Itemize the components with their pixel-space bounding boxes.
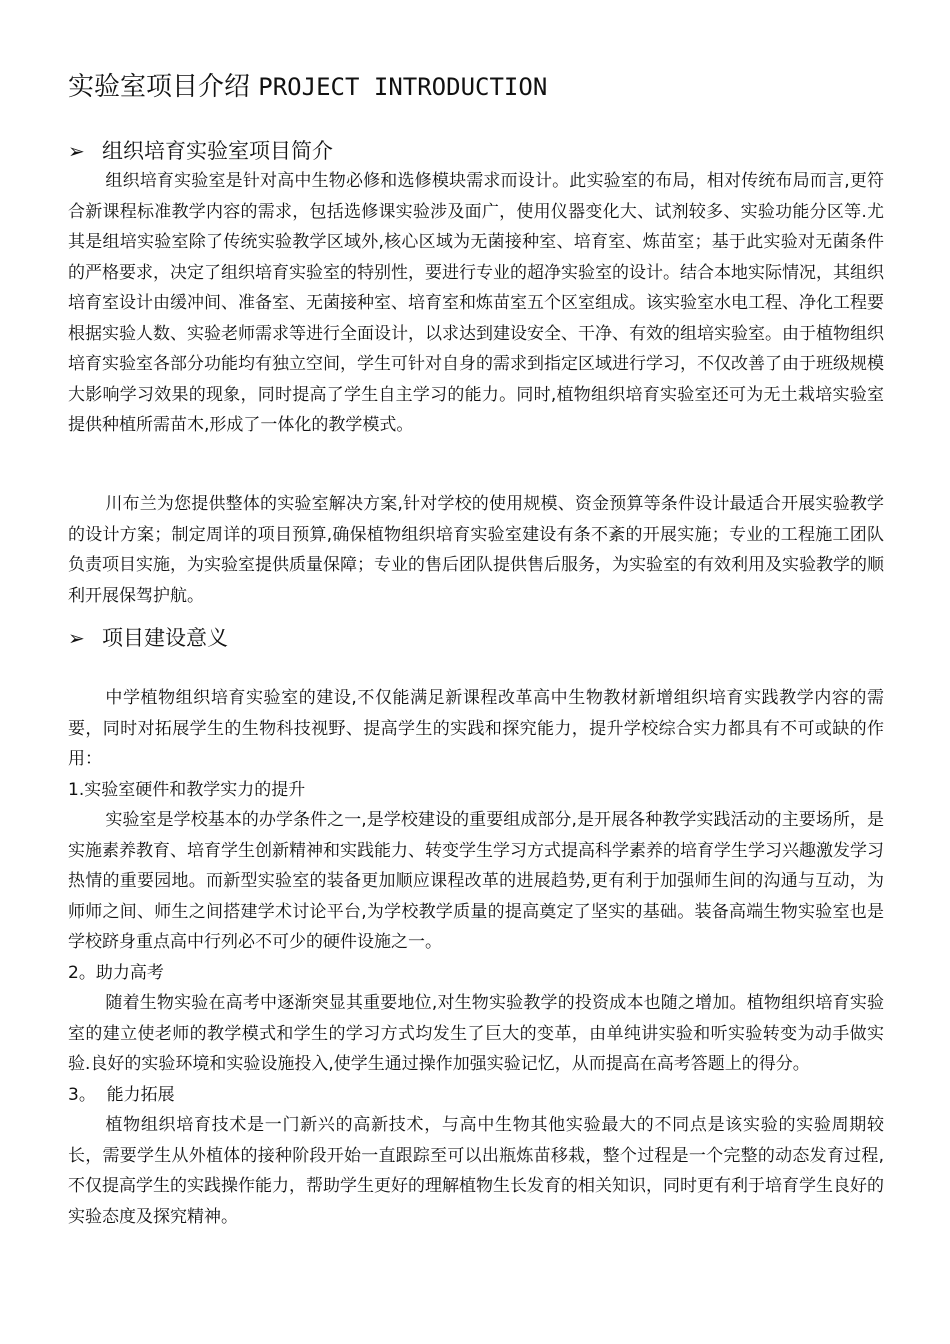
item-3-heading: 3。 能力拓展 bbox=[68, 1084, 175, 1105]
item-1-body: 实验室是学校基本的办学条件之一,是学校建设的重要组成部分,是开展各种教学实践活动的主要场所，是实施素养教育、培育学生创新精神和实践能力、转变学生学习方式提高科学素养的培育学生学习兴趣激发学习热情的重要园地。而新型实验室的装备更加顺应课程改革的进展趋势,更有利于加强师生间的沟通与互动，为师师之间、师生之间搭建学术讨论平台,为学校教学质量的提高奠定了坚实的基础。装备高端生物实验室也是学校跻身重点高中行列必不可少的硬件设施之一。 bbox=[68, 810, 884, 952]
item-1-heading: 1.实验室硬件和教学实力的提升 bbox=[68, 779, 306, 800]
item-3-body: 植物组织培育技术是一门新兴的高新技术，与高中生物其他实验最大的不同点是该实验的实验周期较长，需要学生从外植体的接种阶段开始一直跟踪至可以出瓶炼苗移栽，整个过程是一个完整的动态发育过程,不仅提高学生的实践操作能力，帮助学生更好的理解植物生长发育的相关知识，同时更有利于培育学生良好的实验态度及探究精神。 bbox=[68, 1115, 884, 1227]
item-2-body: 随着生物实验在高考中逐渐突显其重要地位,对生物实验教学的投资成本也随之增加。植物组织培育实验室的建立使老师的教学模式和学生的学习方式均发生了巨大的变革，由单纯讲实验和听实验转变为动手做实验.良好的实验环境和实验设施投入,使学生通过操作加强实验记忆，从而提高在高考答题上的得分。 bbox=[68, 993, 884, 1074]
paragraph-text: 川布兰为您提供整体的实验室解决方案,针对学校的使用规模、资金预算等条件设计最适合开展实验教学的设计方案；制定周详的项目预算,确保植物组织培育实验室建设有条不紊的开展实施；专业的工程施工团队负责项目实施，为实验室提供质量保障；专业的售后团队提供售后服务，为实验室的有效利用及实验教学的顺利开展保驾护航。 bbox=[68, 494, 884, 606]
section-heading-significance bbox=[68, 623, 228, 653]
page-title bbox=[68, 68, 547, 106]
title-english: PROJECT INTRODUCTION bbox=[258, 73, 548, 101]
item-2-heading: 2。助力高考 bbox=[68, 962, 164, 983]
section-heading-text: 项目建设意义 bbox=[102, 626, 228, 650]
title-chinese: 实验室项目介绍 bbox=[68, 72, 251, 102]
significance-body bbox=[68, 683, 884, 1232]
section-heading-text: 组织培育实验室项目简介 bbox=[102, 139, 333, 163]
overview-paragraph-2 bbox=[68, 489, 884, 611]
arrow-bullet-icon: ➢ bbox=[68, 139, 85, 163]
overview-paragraph-1 bbox=[68, 166, 884, 441]
significance-intro: 中学植物组织培育实验室的建设,不仅能满足新课程改革高中生物教材新增组织培育实践教学内容的需要，同时对拓展学生的生物科技视野、提高学生的实践和探究能力，提升学校综合实力都具有不可或缺的作用： bbox=[68, 688, 884, 769]
section-heading-overview bbox=[68, 136, 333, 166]
paragraph-text: 组织培育实验室是针对高中生物必修和选修模块需求而设计。此实验室的布局，相对传统布局而言,更符合新课程标准教学内容的需求，包括选修课实验涉及面广，使用仪器变化大、试剂较多、实验功能分区等.尤其是组培实验室除了传统实验教学区域外,核心区域为无菌接种室、培育室、炼苗室；基于此实验对无菌条件的严格要求，决定了组织培育实验室的特别性，要进行专业的超净实验室的设计。结合本地实际情况，其组织培育室设计由缓冲间、准备室、无菌接种室、培育室和炼苗室五个区室组成。该实验室水电工程、净化工程要根据实验人数、实验老师需求等进行全面设计，以求达到建设安全、干净、有效的组培实验室。由于植物组织培育实验室各部分功能均有独立空间，学生可针对自身的需求到指定区域进行学习，不仅改善了由于班级规模大影响学习效果的现象，同时提高了学生自主学习的能力。同时,植物组织培育实验室还可为无土栽培实验室提供种植所需苗木,形成了一体化的教学模式。 bbox=[68, 171, 884, 435]
arrow-bullet-icon: ➢ bbox=[68, 626, 85, 650]
